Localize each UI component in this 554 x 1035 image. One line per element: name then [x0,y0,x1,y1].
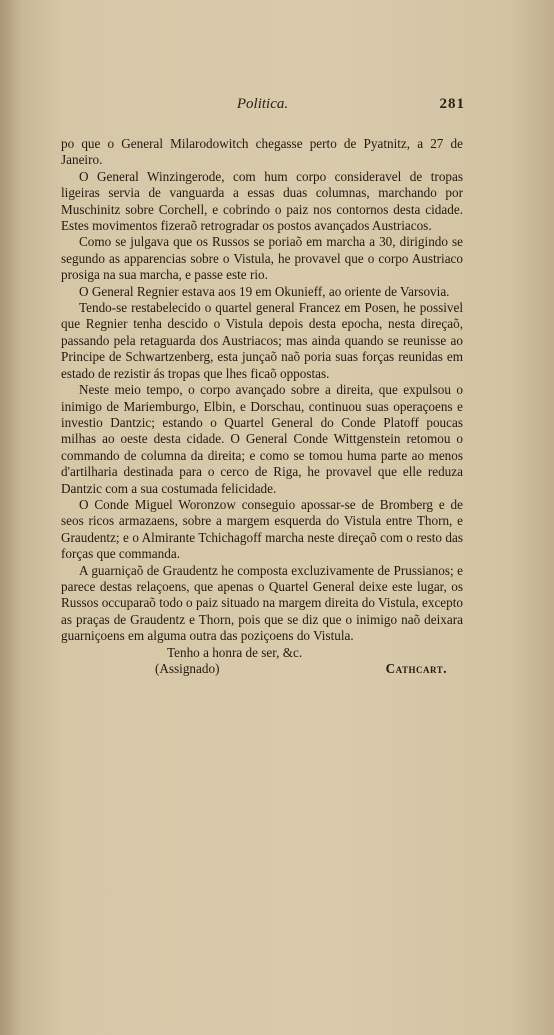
paragraph-2: Como se julgava que os Russos se poriaõ em marcha a 30, dirigindo se segundo as apparencias sobre o Vistula, he provavel que o corpo Austriaco prosiga na sua marcha, e passe este rio. [61,234,463,283]
signature-line [61,661,463,677]
paragraph-7: A guarniçaõ de Graudentz he composta excluzivamente de Prussianos; e parece destas relaçoens, que apenas o Quartel General deixe este lugar, os Russos occuparaõ todo o paiz situado na margem direita do Vistula, excepto as praças de Graudentz e Thorn, pois que se diz que o inimigo naõ deixara guarniçoens em alguma outra das poziçoens do Vistula. [61,562,463,644]
paragraph-3: O General Regnier estava aos 19 em Okunieff, ao oriente de Varsovia. [79,283,450,299]
paragraph-1: O General Winzingerode, com hum corpo consideravel de tropas ligeiras servia de vanguarda a essas duas columnas, marchando por Muschinitz sobre Corchell, e cobrindo o paiz nos contornos desta cidade. Estes movimentos fizeraõ retrogradar os postos avançados Austriacos. [61,168,463,234]
paragraph-6: O Conde Miguel Woronzow conseguio apossar-se de Bromberg e de seos ricos armazaens, sobre a margem esquerda do Vistula entre Thorn, e Graudentz; e o Almirante Tchichagoff marcha neste direçaõ com o resto das forças que commanda. [61,496,463,562]
paragraph-4: Tendo-se restabelecido o quartel general Francez em Posen, he possivel que Regnier tenha descido o Vistula depois desta epocha, nesta direçaõ, passando pela retaguarda dos Austriacos; mas ainda quando se reunisse ao Principe de Schwartzenberg, esta junçaõ naõ poria suas forças reunidas em estado de rezistir ás tropas que lhes ficaõ oppostas. [61,300,463,381]
page-header [60,96,465,120]
page-body [61,136,463,677]
page-number: 281 [439,96,465,112]
closing-salutation: Tenho a honra de ser, &c. [167,644,303,660]
running-title: Politica. [236,96,289,112]
signatory-name: Cathcart. [385,661,447,676]
signed-label: (Assignado) [155,661,220,676]
paragraph-0: po que o General Milarodowitch chegasse perto de Pyatnitz, a 27 de Janeiro. [61,136,463,168]
paragraph-5: Neste meio tempo, o corpo avançado sobre a direita, que expulsou o inimigo de Mariemburgo, Elbin, e Dorschau, continuou suas operaçoens e investio Dantzic; estando o Quartel General do Conde Platoff poucas milhas ao oeste desta cidade. O General Conde Wittgenstein retomou o commando de columna da direita; e como se tomou huma parte ao menos d'artilharia destinada para o cerco de Riga, he provavel que elle reduza Dantzic com a sua costumada felicidade. [61,382,463,496]
